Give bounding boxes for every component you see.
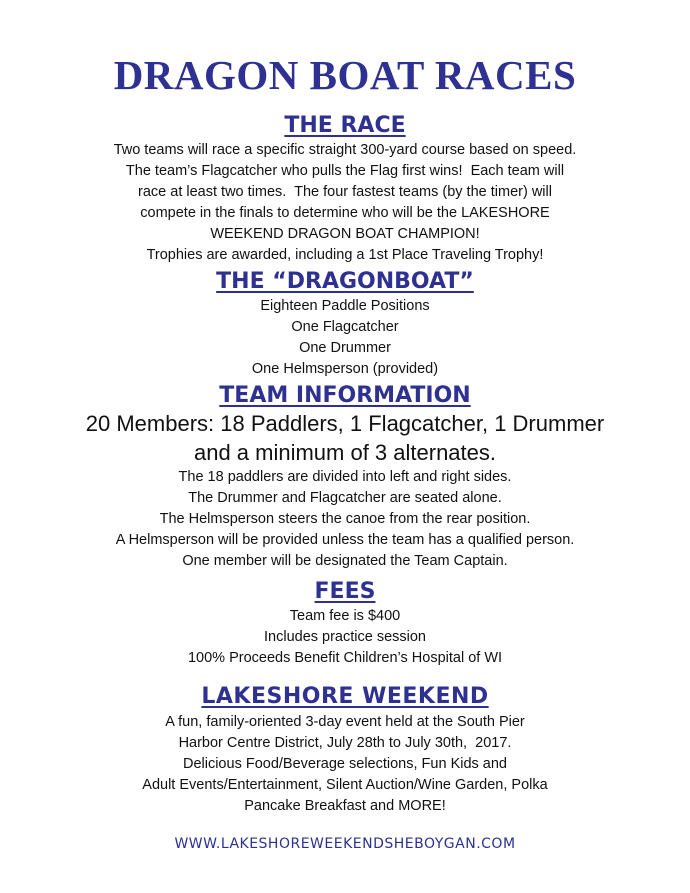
fees-line: 100% Proceeds Benefit Children’s Hospital of WI xyxy=(187,650,503,666)
section-heading-team: TEAM INFORMATION xyxy=(219,383,471,408)
lakeshore-line: Delicious Food/Beverage selections, Fun Kids and xyxy=(182,756,507,772)
fees-details xyxy=(0,606,690,669)
page-title: DRAGON BOAT RACES xyxy=(113,52,577,98)
dragonboat-line: One Flagcatcher xyxy=(291,319,399,335)
team-details xyxy=(0,467,690,572)
team-members-summary xyxy=(0,409,690,467)
lakeshore-description xyxy=(0,712,690,817)
team-line: One member will be designated the Team Captain. xyxy=(182,553,508,569)
race-line: WEEKEND DRAGON BOAT CHAMPION! xyxy=(210,226,480,242)
fees-line: Includes practice session xyxy=(264,629,426,645)
race-line: compete in the finals to determine who will be the LAKESHORE xyxy=(140,205,550,221)
race-line: The team’s Flagcatcher who pulls the Flag first wins! Each team will xyxy=(125,163,565,179)
team-summary-line: and a minimum of 3 alternates. xyxy=(193,440,497,465)
team-line: The 18 paddlers are divided into left and right sides. xyxy=(178,469,512,485)
race-line: race at least two times. The four fastest teams (by the timer) will xyxy=(138,184,552,200)
fees-line: Team fee is $400 xyxy=(289,608,401,624)
section-heading-race: THE RACE xyxy=(284,113,406,138)
dragonboat-line: One Drummer xyxy=(299,340,391,356)
section-heading-lakeshore: LAKESHORE WEEKEND xyxy=(201,684,489,709)
race-line: Trophies are awarded, including a 1st Place Traveling Trophy! xyxy=(146,247,544,263)
lakeshore-line: A fun, family-oriented 3-day event held at the South Pier xyxy=(165,714,525,730)
dragonboat-positions xyxy=(0,296,690,380)
race-description xyxy=(0,140,690,266)
race-line: Two teams will race a specific straight 300-yard course based on speed. xyxy=(113,142,577,158)
section-heading-fees: FEES xyxy=(314,579,376,604)
team-line: A Helmsperson will be provided unless the team has a qualified person. xyxy=(115,532,575,548)
team-line: The Helmsperson steers the canoe from the rear position. xyxy=(159,511,531,527)
team-summary-line: 20 Members: 18 Paddlers, 1 Flagcatcher, 1 Drummer xyxy=(85,411,605,436)
team-line: The Drummer and Flagcatcher are seated alone. xyxy=(188,490,502,506)
dragonboat-line: Eighteen Paddle Positions xyxy=(260,298,430,314)
lakeshore-line: Pancake Breakfast and MORE! xyxy=(244,798,446,814)
lakeshore-line: Adult Events/Entertainment, Silent Auction/Wine Garden, Polka xyxy=(142,777,548,793)
website-url: WWW.LAKESHOREWEEKENDSHEBOYGAN.COM xyxy=(174,836,516,852)
dragonboat-line: One Helmsperson (provided) xyxy=(251,361,439,377)
lakeshore-line: Harbor Centre District, July 28th to July 30th, 2017. xyxy=(178,735,512,751)
section-heading-dragonboat: THE “DRAGONBOAT” xyxy=(216,269,474,294)
